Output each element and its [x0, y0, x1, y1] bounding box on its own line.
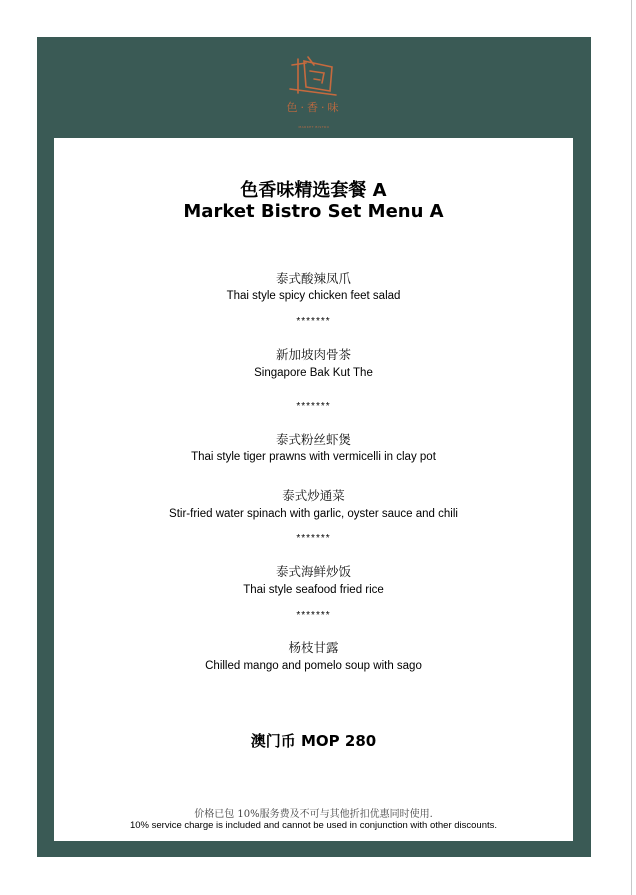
- course-5-chinese: 泰式海鲜炒饭: [275, 564, 351, 579]
- course-separator: *******: [296, 610, 331, 621]
- logo-mark-icon: [284, 55, 344, 99]
- course-1-chinese: 泰式酸辣凤爪: [275, 271, 351, 286]
- logo-english-name: MARKET BISTRO: [298, 125, 330, 129]
- course-4-english: Stir-fried water spinach with garlic, oyster sauce and chili: [169, 508, 458, 520]
- logo-chinese-name: 色·香·味: [286, 101, 342, 114]
- menu-title-english: Market Bistro Set Menu A: [183, 201, 444, 222]
- menu-paper: [54, 138, 573, 841]
- course-separator: *******: [296, 316, 331, 327]
- course-1-english: Thai style spicy chicken feet salad: [226, 290, 401, 302]
- service-charge-note-chinese: 价格已包 10%服务费及不可与其他折扣优惠同时使用.: [194, 809, 433, 820]
- course-2-chinese: 新加坡肉骨茶: [275, 347, 351, 362]
- page-edge-line: [631, 0, 632, 895]
- service-charge-note-english: 10% service charge is included and cannot be used in conjunction with other discounts.: [129, 820, 498, 831]
- menu-title-chinese: 色香味精选套餐 A: [240, 180, 387, 201]
- course-3-chinese: 泰式粉丝虾煲: [275, 432, 351, 447]
- course-4-chinese: 泰式炒通菜: [282, 488, 345, 503]
- course-2-english: Singapore Bak Kut The: [254, 367, 373, 379]
- course-6-chinese: 杨枝甘露: [288, 640, 339, 655]
- course-5-english: Thai style seafood fried rice: [243, 584, 384, 596]
- course-3-english: Thai style tiger prawns with vermicelli in clay pot: [191, 451, 436, 463]
- set-menu-price: 澳门币 MOP 280: [250, 732, 377, 750]
- menu-frame: [37, 37, 591, 857]
- course-separator: *******: [296, 533, 331, 544]
- course-separator: *******: [296, 401, 331, 412]
- course-6-english: Chilled mango and pomelo soup with sago: [205, 660, 422, 672]
